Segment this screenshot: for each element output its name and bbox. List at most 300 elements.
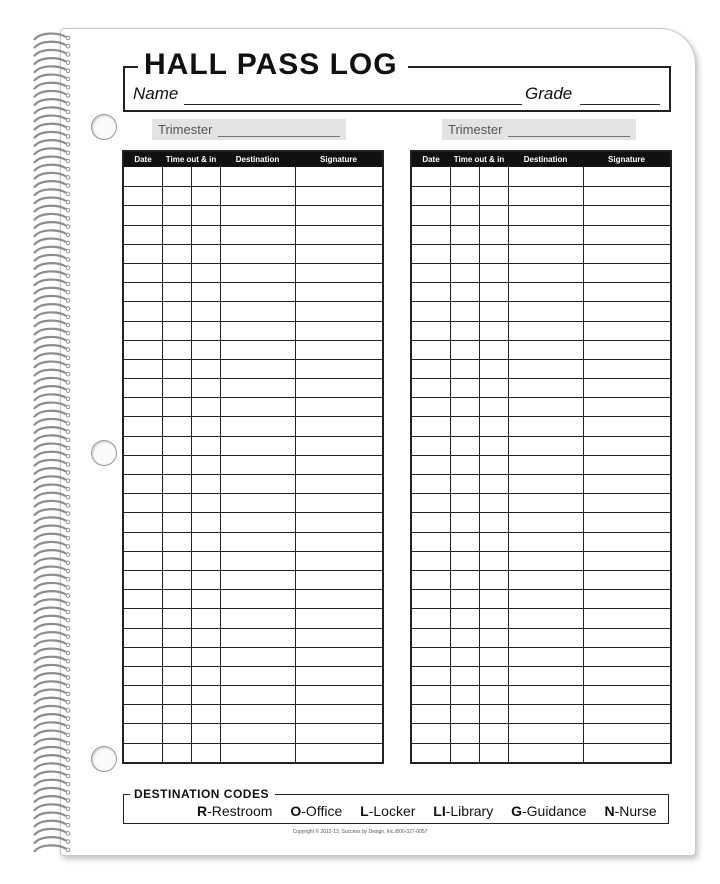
signature-cell[interactable] (295, 264, 382, 282)
signature-cell[interactable] (295, 475, 382, 493)
signature-cell[interactable] (583, 322, 670, 340)
time-in-cell[interactable] (191, 724, 220, 742)
time-out-cell[interactable] (162, 629, 191, 647)
signature-cell[interactable] (583, 552, 670, 570)
time-out-cell[interactable] (450, 705, 479, 723)
date-cell[interactable] (124, 724, 162, 742)
date-cell[interactable] (124, 206, 162, 224)
time-out-cell[interactable] (450, 302, 479, 320)
date-cell[interactable] (124, 590, 162, 608)
time-out-cell[interactable] (162, 475, 191, 493)
signature-cell[interactable] (583, 705, 670, 723)
signature-cell[interactable] (583, 417, 670, 435)
time-out-cell[interactable] (162, 724, 191, 742)
destination-cell[interactable] (220, 283, 295, 301)
time-in-cell[interactable] (191, 187, 220, 205)
destination-cell[interactable] (508, 283, 583, 301)
time-in-cell[interactable] (479, 571, 508, 589)
signature-cell[interactable] (295, 437, 382, 455)
signature-cell[interactable] (295, 283, 382, 301)
time-in-cell[interactable] (191, 322, 220, 340)
date-cell[interactable] (412, 283, 450, 301)
signature-cell[interactable] (583, 283, 670, 301)
date-cell[interactable] (124, 379, 162, 397)
date-cell[interactable] (124, 187, 162, 205)
date-cell[interactable] (412, 187, 450, 205)
destination-cell[interactable] (220, 686, 295, 704)
time-in-cell[interactable] (191, 648, 220, 666)
time-in-cell[interactable] (479, 302, 508, 320)
time-in-cell[interactable] (191, 245, 220, 263)
date-cell[interactable] (412, 437, 450, 455)
time-in-cell[interactable] (479, 417, 508, 435)
time-out-cell[interactable] (450, 571, 479, 589)
destination-cell[interactable] (508, 167, 583, 186)
date-cell[interactable] (124, 513, 162, 531)
time-out-cell[interactable] (162, 686, 191, 704)
name-line[interactable] (184, 104, 522, 105)
signature-cell[interactable] (583, 206, 670, 224)
time-in-cell[interactable] (479, 456, 508, 474)
time-out-cell[interactable] (450, 686, 479, 704)
destination-cell[interactable] (508, 609, 583, 627)
date-cell[interactable] (124, 456, 162, 474)
time-out-cell[interactable] (450, 226, 479, 244)
time-in-cell[interactable] (191, 283, 220, 301)
signature-cell[interactable] (583, 264, 670, 282)
time-out-cell[interactable] (450, 206, 479, 224)
signature-cell[interactable] (583, 437, 670, 455)
date-cell[interactable] (412, 552, 450, 570)
date-cell[interactable] (124, 494, 162, 512)
date-cell[interactable] (412, 322, 450, 340)
date-cell[interactable] (412, 264, 450, 282)
signature-cell[interactable] (583, 590, 670, 608)
time-in-cell[interactable] (479, 513, 508, 531)
signature-cell[interactable] (583, 609, 670, 627)
time-out-cell[interactable] (162, 245, 191, 263)
destination-cell[interactable] (220, 379, 295, 397)
signature-cell[interactable] (583, 475, 670, 493)
time-out-cell[interactable] (162, 379, 191, 397)
date-cell[interactable] (412, 398, 450, 416)
time-in-cell[interactable] (479, 245, 508, 263)
signature-cell[interactable] (295, 494, 382, 512)
date-cell[interactable] (124, 245, 162, 263)
signature-cell[interactable] (583, 724, 670, 742)
date-cell[interactable] (412, 226, 450, 244)
time-out-cell[interactable] (162, 494, 191, 512)
signature-cell[interactable] (295, 513, 382, 531)
signature-cell[interactable] (295, 379, 382, 397)
signature-cell[interactable] (583, 360, 670, 378)
destination-cell[interactable] (508, 379, 583, 397)
time-in-cell[interactable] (191, 686, 220, 704)
signature-cell[interactable] (583, 302, 670, 320)
signature-cell[interactable] (295, 590, 382, 608)
time-out-cell[interactable] (450, 552, 479, 570)
time-in-cell[interactable] (479, 437, 508, 455)
signature-cell[interactable] (295, 167, 382, 186)
time-out-cell[interactable] (450, 513, 479, 531)
time-in-cell[interactable] (191, 437, 220, 455)
time-out-cell[interactable] (450, 264, 479, 282)
time-in-cell[interactable] (479, 206, 508, 224)
destination-cell[interactable] (508, 302, 583, 320)
date-cell[interactable] (124, 437, 162, 455)
time-in-cell[interactable] (479, 686, 508, 704)
date-cell[interactable] (124, 552, 162, 570)
destination-cell[interactable] (508, 417, 583, 435)
time-in-cell[interactable] (479, 360, 508, 378)
signature-cell[interactable] (583, 513, 670, 531)
date-cell[interactable] (412, 341, 450, 359)
destination-cell[interactable] (220, 456, 295, 474)
time-out-cell[interactable] (162, 744, 191, 762)
date-cell[interactable] (124, 705, 162, 723)
time-out-cell[interactable] (162, 417, 191, 435)
time-in-cell[interactable] (191, 206, 220, 224)
destination-cell[interactable] (508, 686, 583, 704)
time-in-cell[interactable] (479, 167, 508, 186)
date-cell[interactable] (412, 360, 450, 378)
time-in-cell[interactable] (191, 398, 220, 416)
date-cell[interactable] (412, 417, 450, 435)
signature-cell[interactable] (583, 456, 670, 474)
destination-cell[interactable] (220, 341, 295, 359)
time-in-cell[interactable] (191, 494, 220, 512)
time-out-cell[interactable] (450, 360, 479, 378)
time-out-cell[interactable] (450, 417, 479, 435)
signature-cell[interactable] (295, 571, 382, 589)
time-in-cell[interactable] (479, 705, 508, 723)
time-in-cell[interactable] (479, 322, 508, 340)
date-cell[interactable] (124, 264, 162, 282)
trimester-field-right[interactable] (442, 119, 636, 140)
destination-cell[interactable] (220, 590, 295, 608)
destination-cell[interactable] (220, 206, 295, 224)
signature-cell[interactable] (583, 187, 670, 205)
destination-cell[interactable] (220, 744, 295, 762)
time-in-cell[interactable] (479, 226, 508, 244)
date-cell[interactable] (412, 456, 450, 474)
time-out-cell[interactable] (162, 264, 191, 282)
time-in-cell[interactable] (191, 609, 220, 627)
signature-cell[interactable] (295, 187, 382, 205)
time-out-cell[interactable] (450, 245, 479, 263)
time-out-cell[interactable] (162, 437, 191, 455)
destination-cell[interactable] (220, 264, 295, 282)
destination-cell[interactable] (220, 417, 295, 435)
destination-cell[interactable] (508, 437, 583, 455)
destination-cell[interactable] (220, 475, 295, 493)
destination-cell[interactable] (508, 513, 583, 531)
time-out-cell[interactable] (162, 360, 191, 378)
time-in-cell[interactable] (191, 475, 220, 493)
time-out-cell[interactable] (450, 744, 479, 762)
time-out-cell[interactable] (162, 206, 191, 224)
date-cell[interactable] (124, 609, 162, 627)
time-in-cell[interactable] (191, 513, 220, 531)
time-in-cell[interactable] (191, 417, 220, 435)
destination-cell[interactable] (220, 494, 295, 512)
time-in-cell[interactable] (479, 283, 508, 301)
time-out-cell[interactable] (162, 322, 191, 340)
date-cell[interactable] (124, 341, 162, 359)
signature-cell[interactable] (583, 245, 670, 263)
time-out-cell[interactable] (450, 667, 479, 685)
signature-cell[interactable] (295, 322, 382, 340)
date-cell[interactable] (124, 686, 162, 704)
time-out-cell[interactable] (162, 187, 191, 205)
destination-cell[interactable] (508, 494, 583, 512)
destination-cell[interactable] (508, 590, 583, 608)
date-cell[interactable] (412, 379, 450, 397)
signature-cell[interactable] (583, 533, 670, 551)
time-out-cell[interactable] (162, 552, 191, 570)
signature-cell[interactable] (583, 398, 670, 416)
date-cell[interactable] (412, 590, 450, 608)
time-in-cell[interactable] (479, 629, 508, 647)
signature-cell[interactable] (295, 686, 382, 704)
signature-cell[interactable] (295, 302, 382, 320)
time-in-cell[interactable] (479, 398, 508, 416)
destination-cell[interactable] (508, 206, 583, 224)
time-out-cell[interactable] (450, 629, 479, 647)
date-cell[interactable] (412, 475, 450, 493)
signature-cell[interactable] (295, 629, 382, 647)
date-cell[interactable] (412, 724, 450, 742)
destination-cell[interactable] (220, 245, 295, 263)
signature-cell[interactable] (295, 533, 382, 551)
date-cell[interactable] (124, 302, 162, 320)
signature-cell[interactable] (583, 494, 670, 512)
signature-cell[interactable] (295, 667, 382, 685)
date-cell[interactable] (412, 494, 450, 512)
destination-cell[interactable] (220, 705, 295, 723)
time-in-cell[interactable] (191, 264, 220, 282)
destination-cell[interactable] (220, 571, 295, 589)
time-out-cell[interactable] (450, 533, 479, 551)
time-in-cell[interactable] (479, 533, 508, 551)
destination-cell[interactable] (508, 705, 583, 723)
signature-cell[interactable] (583, 226, 670, 244)
time-in-cell[interactable] (191, 379, 220, 397)
signature-cell[interactable] (295, 206, 382, 224)
time-out-cell[interactable] (450, 167, 479, 186)
time-out-cell[interactable] (450, 456, 479, 474)
date-cell[interactable] (412, 167, 450, 186)
destination-cell[interactable] (508, 341, 583, 359)
signature-cell[interactable] (295, 705, 382, 723)
time-in-cell[interactable] (479, 724, 508, 742)
destination-cell[interactable] (508, 667, 583, 685)
time-out-cell[interactable] (450, 494, 479, 512)
date-cell[interactable] (412, 533, 450, 551)
destination-cell[interactable] (220, 667, 295, 685)
signature-cell[interactable] (295, 744, 382, 762)
time-out-cell[interactable] (450, 590, 479, 608)
time-in-cell[interactable] (191, 629, 220, 647)
date-cell[interactable] (412, 686, 450, 704)
signature-cell[interactable] (583, 686, 670, 704)
destination-cell[interactable] (508, 264, 583, 282)
destination-cell[interactable] (220, 398, 295, 416)
time-out-cell[interactable] (450, 322, 479, 340)
time-out-cell[interactable] (162, 590, 191, 608)
date-cell[interactable] (124, 744, 162, 762)
signature-cell[interactable] (583, 341, 670, 359)
destination-cell[interactable] (220, 609, 295, 627)
time-out-cell[interactable] (162, 302, 191, 320)
signature-cell[interactable] (583, 667, 670, 685)
date-cell[interactable] (124, 322, 162, 340)
time-in-cell[interactable] (191, 456, 220, 474)
time-out-cell[interactable] (450, 341, 479, 359)
time-out-cell[interactable] (162, 167, 191, 186)
destination-cell[interactable] (508, 322, 583, 340)
destination-cell[interactable] (508, 187, 583, 205)
time-out-cell[interactable] (162, 513, 191, 531)
destination-cell[interactable] (508, 571, 583, 589)
time-in-cell[interactable] (191, 705, 220, 723)
time-in-cell[interactable] (191, 744, 220, 762)
signature-cell[interactable] (295, 456, 382, 474)
time-in-cell[interactable] (479, 187, 508, 205)
destination-cell[interactable] (220, 552, 295, 570)
signature-cell[interactable] (583, 379, 670, 397)
destination-cell[interactable] (220, 302, 295, 320)
time-in-cell[interactable] (191, 533, 220, 551)
time-out-cell[interactable] (450, 187, 479, 205)
time-in-cell[interactable] (191, 341, 220, 359)
time-out-cell[interactable] (162, 398, 191, 416)
signature-cell[interactable] (295, 552, 382, 570)
time-in-cell[interactable] (191, 571, 220, 589)
destination-cell[interactable] (220, 513, 295, 531)
time-in-cell[interactable] (191, 552, 220, 570)
date-cell[interactable] (124, 571, 162, 589)
time-in-cell[interactable] (191, 226, 220, 244)
time-in-cell[interactable] (479, 552, 508, 570)
destination-cell[interactable] (220, 167, 295, 186)
trimester-field-left[interactable] (152, 119, 346, 140)
date-cell[interactable] (412, 571, 450, 589)
time-in-cell[interactable] (479, 264, 508, 282)
signature-cell[interactable] (295, 398, 382, 416)
destination-cell[interactable] (508, 398, 583, 416)
time-out-cell[interactable] (450, 609, 479, 627)
time-out-cell[interactable] (162, 705, 191, 723)
destination-cell[interactable] (220, 226, 295, 244)
date-cell[interactable] (124, 475, 162, 493)
signature-cell[interactable] (295, 360, 382, 378)
destination-cell[interactable] (508, 226, 583, 244)
time-out-cell[interactable] (450, 437, 479, 455)
time-in-cell[interactable] (479, 744, 508, 762)
destination-cell[interactable] (508, 456, 583, 474)
time-in-cell[interactable] (479, 609, 508, 627)
time-in-cell[interactable] (479, 590, 508, 608)
destination-cell[interactable] (508, 245, 583, 263)
signature-cell[interactable] (295, 724, 382, 742)
signature-cell[interactable] (295, 609, 382, 627)
date-cell[interactable] (412, 609, 450, 627)
time-out-cell[interactable] (162, 533, 191, 551)
time-out-cell[interactable] (162, 667, 191, 685)
destination-cell[interactable] (220, 629, 295, 647)
date-cell[interactable] (124, 417, 162, 435)
time-in-cell[interactable] (191, 667, 220, 685)
time-out-cell[interactable] (162, 226, 191, 244)
time-out-cell[interactable] (162, 456, 191, 474)
date-cell[interactable] (124, 226, 162, 244)
time-out-cell[interactable] (450, 724, 479, 742)
signature-cell[interactable] (295, 648, 382, 666)
signature-cell[interactable] (295, 245, 382, 263)
date-cell[interactable] (124, 398, 162, 416)
date-cell[interactable] (124, 533, 162, 551)
signature-cell[interactable] (295, 417, 382, 435)
date-cell[interactable] (124, 629, 162, 647)
destination-cell[interactable] (508, 629, 583, 647)
signature-cell[interactable] (583, 629, 670, 647)
time-in-cell[interactable] (479, 494, 508, 512)
time-in-cell[interactable] (191, 167, 220, 186)
time-out-cell[interactable] (162, 341, 191, 359)
signature-cell[interactable] (583, 648, 670, 666)
destination-cell[interactable] (508, 533, 583, 551)
time-out-cell[interactable] (450, 283, 479, 301)
date-cell[interactable] (124, 167, 162, 186)
date-cell[interactable] (412, 744, 450, 762)
time-in-cell[interactable] (191, 360, 220, 378)
signature-cell[interactable] (583, 167, 670, 186)
destination-cell[interactable] (508, 744, 583, 762)
date-cell[interactable] (412, 206, 450, 224)
signature-cell[interactable] (583, 571, 670, 589)
signature-cell[interactable] (295, 226, 382, 244)
destination-cell[interactable] (220, 437, 295, 455)
time-out-cell[interactable] (162, 648, 191, 666)
date-cell[interactable] (412, 629, 450, 647)
destination-cell[interactable] (220, 724, 295, 742)
time-in-cell[interactable] (191, 302, 220, 320)
destination-cell[interactable] (220, 187, 295, 205)
destination-cell[interactable] (508, 552, 583, 570)
time-out-cell[interactable] (162, 571, 191, 589)
destination-cell[interactable] (508, 475, 583, 493)
date-cell[interactable] (412, 302, 450, 320)
time-in-cell[interactable] (479, 379, 508, 397)
date-cell[interactable] (124, 360, 162, 378)
date-cell[interactable] (412, 705, 450, 723)
destination-cell[interactable] (220, 322, 295, 340)
date-cell[interactable] (412, 245, 450, 263)
time-in-cell[interactable] (479, 648, 508, 666)
destination-cell[interactable] (508, 360, 583, 378)
time-in-cell[interactable] (479, 341, 508, 359)
date-cell[interactable] (124, 648, 162, 666)
date-cell[interactable] (412, 513, 450, 531)
time-in-cell[interactable] (479, 475, 508, 493)
time-out-cell[interactable] (450, 398, 479, 416)
time-out-cell[interactable] (450, 648, 479, 666)
date-cell[interactable] (412, 667, 450, 685)
signature-cell[interactable] (295, 341, 382, 359)
time-out-cell[interactable] (450, 475, 479, 493)
date-cell[interactable] (124, 283, 162, 301)
